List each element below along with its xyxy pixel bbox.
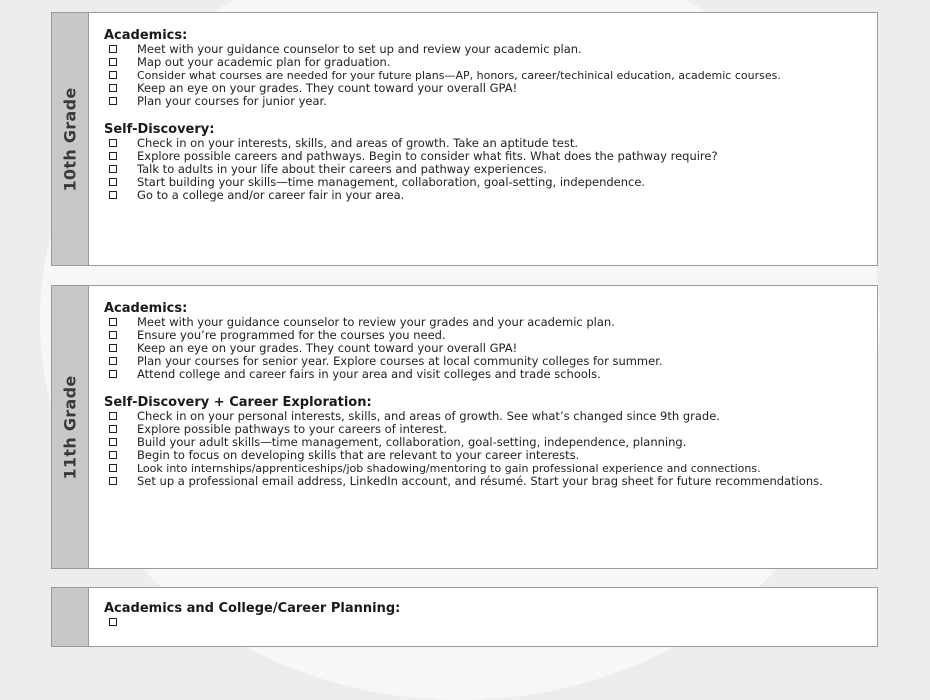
checkbox[interactable] [109,165,117,173]
checklist-item-text: Start building your skills—time management, collaboration, goal-setting, independence. [137,175,646,189]
checklist-item-text: Talk to adults in your life about their careers and pathway experiences. [137,162,548,176]
checklist-item-text: Set up a professional email address, LinkedIn account, and résumé. Start your brag sheet for future recommendations. [137,474,823,488]
checkbox[interactable] [109,451,117,459]
checklist-item[interactable] [104,368,873,381]
checklist-item-text: Ensure you’re programmed for the courses you need. [137,328,446,342]
checkbox[interactable] [109,344,117,352]
checklist-item-text: Check in on your interests, skills, and areas of growth. Take an aptitude test. [137,136,579,150]
grade10-self-discovery-title: Self-Discovery: [104,122,215,137]
checklist-item[interactable] [104,189,873,202]
grade11-tab-label: 11th Grade [60,375,80,479]
checklist-item-text: Keep an eye on your grades. They count toward your overall GPA! [137,81,518,95]
checkbox[interactable] [109,412,117,420]
checklist-item[interactable] [104,56,873,69]
checklist-item-text: Explore possible pathways to your careers of interest. [137,422,448,436]
checklist-item-text: Map out your academic plan for graduation. [137,55,391,69]
checklist-item-text: Go to a college and/or career fair in your area. [137,188,405,202]
checklist-item-text: Explore possible careers and pathways. Begin to consider what fits. What does the pathway require? [137,149,718,163]
checkbox[interactable] [109,45,117,53]
checklist-item[interactable] [104,449,873,462]
checkbox[interactable] [109,370,117,378]
grade10-card [51,12,878,266]
checkbox[interactable] [109,139,117,147]
grade12-academics-title: Academics and College/Career Planning: [104,601,401,616]
grade11-academics-title: Academics: [104,301,188,316]
checklist-item-text: Meet with your guidance counselor to review your grades and your academic plan. [137,315,615,329]
checkbox[interactable] [109,84,117,92]
checkbox[interactable] [109,331,117,339]
grade12-card [51,587,878,647]
checklist-item-text: Check in on your personal interests, skills, and areas of growth. See what’s changed since 9th grade. [137,409,720,423]
checkbox[interactable] [109,178,117,186]
section-gap [104,381,873,396]
checklist-item-text: Attend college and career fairs in your area and visit colleges and trade schools. [137,367,601,381]
checkbox[interactable] [109,618,117,626]
checklist-item-text: Plan your courses for senior year. Explore courses at local community colleges for summer. [137,354,663,368]
checkbox[interactable] [109,464,117,472]
checklist-item[interactable] [104,475,873,488]
checkbox[interactable] [109,425,117,433]
grade10-academics-title: Academics: [104,28,188,43]
grade11-tab [52,286,89,568]
checklist-item-text: Meet with your guidance counselor to set up and review your academic plan. [137,42,582,56]
checkbox[interactable] [109,191,117,199]
checkbox[interactable] [109,71,117,79]
grade12-content [104,602,873,616]
checkbox[interactable] [109,152,117,160]
checkbox[interactable] [109,477,117,485]
checklist-item-text: Build your adult skills—time management, collaboration, goal-setting, independence, planning. [137,435,687,449]
grade11-content [104,302,873,488]
checklist-item-text: Begin to focus on developing skills that are relevant to your career interests. [137,448,580,462]
grade10-content [104,29,873,202]
checklist-item[interactable] [104,95,873,108]
checkbox[interactable] [109,58,117,66]
checklist-item-text: Plan your courses for junior year. [137,94,327,108]
checkbox[interactable] [109,438,117,446]
checklist-item-text: Consider what courses are needed for your future plans—AP, honors, career/techinical education, academic courses. [137,69,781,82]
grade11-card [51,285,878,569]
grade10-tab [52,13,89,265]
checklist-item-text: Look into internships/apprenticeships/job shadowing/mentoring to gain professional experience and connections. [137,462,761,475]
grade11-self-discovery-title: Self-Discovery + Career Exploration: [104,395,372,410]
grade10-tab-label: 10th Grade [60,87,80,191]
grade12-tab [52,588,89,646]
checkbox[interactable] [109,357,117,365]
checkbox[interactable] [109,318,117,326]
checkbox[interactable] [109,97,117,105]
checklist-item-text: Keep an eye on your grades. They count toward your overall GPA! [137,341,518,355]
section-gap [104,108,873,123]
